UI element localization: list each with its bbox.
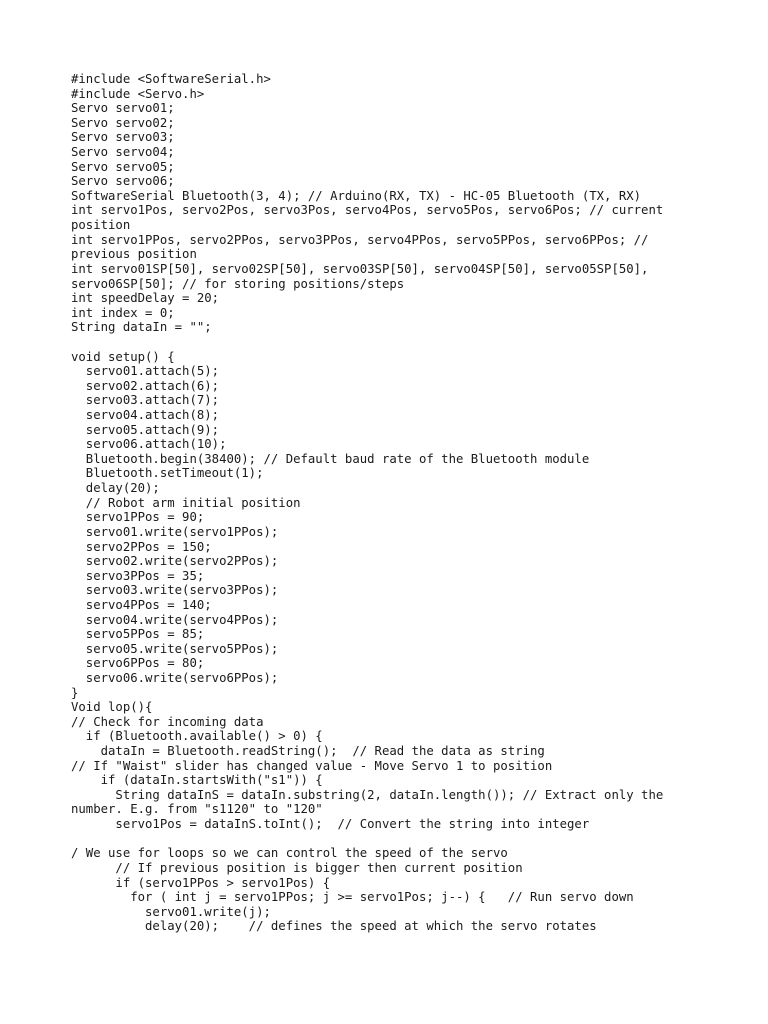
- code-line: servo01.attach(5);: [71, 364, 220, 379]
- code-line: dataIn = Bluetooth.readString(); // Read the data as string: [71, 744, 545, 759]
- code-line: #include <SoftwareSerial.h>: [71, 72, 271, 86]
- code-line: servo04.write(servo4PPos);: [71, 612, 279, 627]
- code-listing: [71, 72, 711, 934]
- code-line: servo06.attach(10);: [71, 437, 227, 452]
- code-line: number. E.g. from "s1120" to "120": [71, 802, 323, 817]
- code-line: Void lop(){: [71, 700, 153, 715]
- code-line: void setup() {: [71, 349, 175, 364]
- code-line: String dataInS = dataIn.substring(2, dataIn.length()); // Extract only the: [71, 787, 664, 802]
- code-line: // If previous position is bigger then current position: [71, 860, 523, 875]
- code-line: // Robot arm initial position: [71, 495, 301, 510]
- code-line: Servo servo05;: [71, 159, 175, 174]
- code-line: if (Bluetooth.available() > 0) {: [71, 729, 323, 744]
- code-line: servo05.write(servo5PPos);: [71, 641, 279, 656]
- code-line: servo5PPos = 85;: [71, 627, 205, 642]
- code-line: servo1PPos = 90;: [71, 510, 205, 525]
- code-line: Servo servo04;: [71, 145, 175, 160]
- code-line: int servo01SP[50], servo02SP[50], servo03SP[50], servo04SP[50], servo05SP[50],: [71, 261, 649, 276]
- code-line: delay(20);: [71, 481, 160, 496]
- code-line: delay(20); // defines the speed at which the servo rotates: [71, 919, 597, 934]
- code-line: int servo1PPos, servo2PPos, servo3PPos, servo4PPos, servo5PPos, servo6PPos; //: [71, 232, 649, 247]
- code-line: int speedDelay = 20;: [71, 291, 220, 306]
- code-line: int index = 0;: [71, 305, 175, 320]
- code-line: if (dataIn.startsWith("s1")) {: [71, 773, 323, 788]
- code-line: servo06.write(servo6PPos);: [71, 670, 279, 685]
- code-line: servo06SP[50]; // for storing positions/steps: [71, 276, 405, 291]
- code-line: int servo1Pos, servo2Pos, servo3Pos, servo4Pos, servo5Pos, servo6Pos; // current: [71, 203, 664, 218]
- code-line: servo03.write(servo3PPos);: [71, 583, 279, 598]
- code-line: Servo servo01;: [71, 101, 175, 116]
- code-line: servo02.write(servo2PPos);: [71, 554, 279, 569]
- code-line: servo4PPos = 140;: [71, 597, 212, 612]
- code-line: servo6PPos = 80;: [71, 656, 205, 671]
- code-line: previous position: [71, 247, 197, 262]
- code-line: servo3PPos = 35;: [71, 568, 205, 583]
- code-line: // If "Waist" slider has changed value - Move Servo 1 to position: [71, 758, 553, 773]
- code-line: // Check for incoming data: [71, 714, 264, 729]
- code-line: position: [71, 218, 131, 233]
- code-line: servo01.write(servo1PPos);: [71, 524, 279, 539]
- code-line: Bluetooth.setTimeout(1);: [71, 466, 264, 481]
- code-line: [71, 832, 711, 847]
- code-line: for ( int j = servo1PPos; j >= servo1Pos; j--) { // Run servo down: [71, 890, 634, 905]
- code-line: #include <Servo.h>: [71, 86, 205, 101]
- code-line: String dataIn = "";: [71, 320, 212, 335]
- code-line: Servo servo03;: [71, 130, 175, 145]
- code-line: [71, 335, 711, 350]
- code-line: servo04.attach(8);: [71, 408, 220, 423]
- code-line: Bluetooth.begin(38400); // Default baud rate of the Bluetooth module: [71, 451, 590, 466]
- code-line: servo2PPos = 150;: [71, 539, 212, 554]
- code-line: servo01.write(j);: [71, 904, 271, 919]
- code-line: if (servo1PPos > servo1Pos) {: [71, 875, 331, 890]
- code-line: }: [71, 685, 79, 700]
- code-line: / We use for loops so we can control the speed of the servo: [71, 846, 508, 861]
- code-line: servo05.attach(9);: [71, 422, 220, 437]
- code-line: Servo servo02;: [71, 115, 175, 130]
- code-line: servo1Pos = dataInS.toInt(); // Convert the string into integer: [71, 817, 590, 832]
- code-line: Servo servo06;: [71, 174, 175, 189]
- code-line: servo03.attach(7);: [71, 393, 220, 408]
- code-line: SoftwareSerial Bluetooth(3, 4); // Arduino(RX, TX) - HC-05 Bluetooth (TX, RX): [71, 188, 642, 203]
- code-line: servo02.attach(6);: [71, 378, 220, 393]
